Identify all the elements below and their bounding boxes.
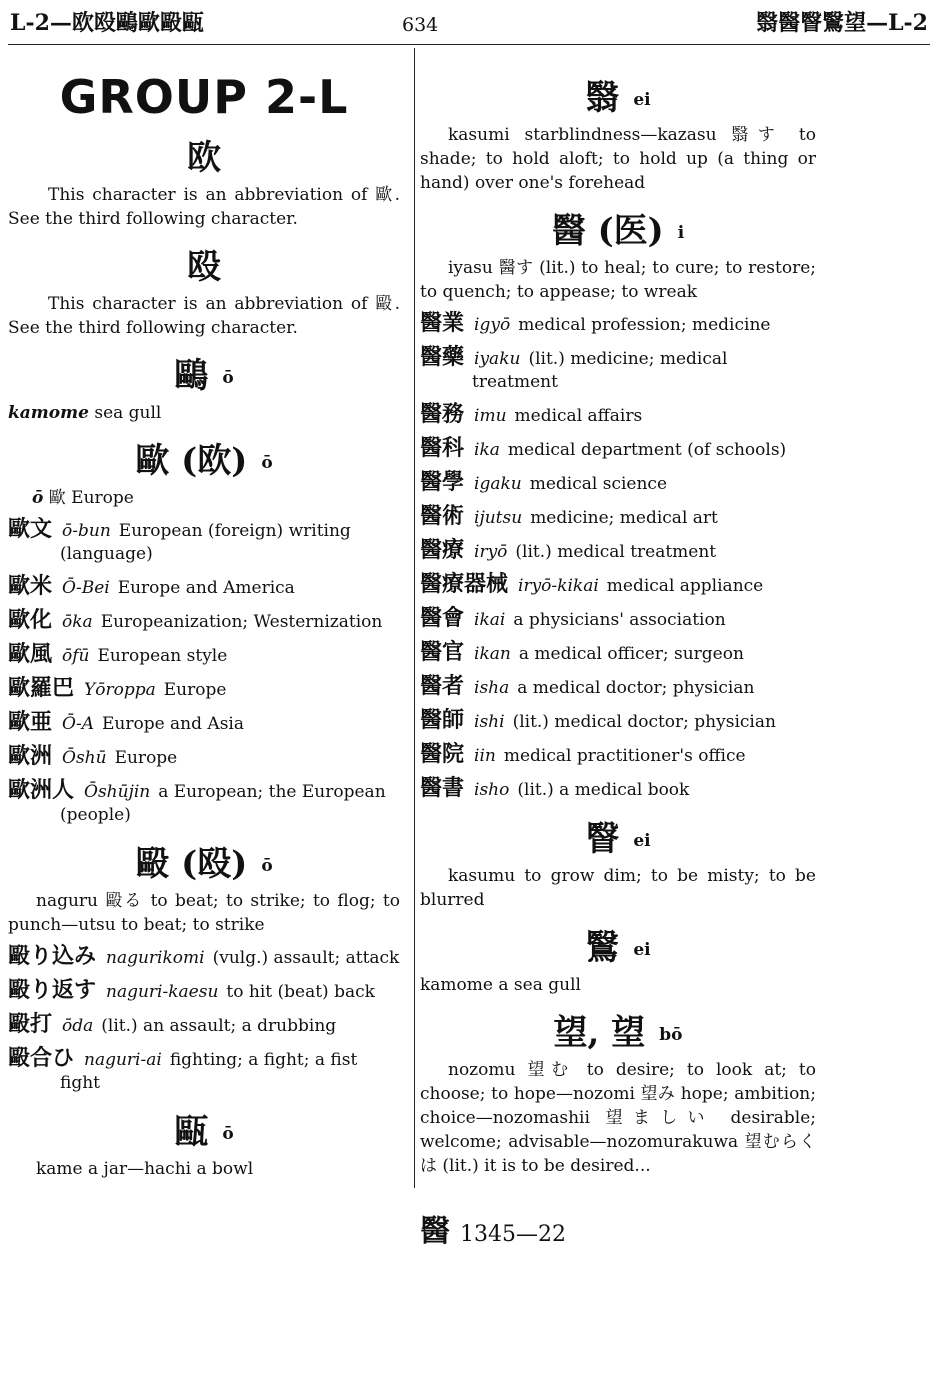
romanization: Yōroppa: [84, 680, 156, 700]
list-item: [8, 575, 400, 600]
kanji: 毆り返す: [8, 977, 97, 1003]
headword-char: 欧: [187, 138, 221, 178]
definition-text: sea gull: [94, 403, 162, 423]
headword-desire: [420, 1005, 816, 1054]
romanization: ō-bun: [62, 521, 111, 541]
headword-char: 瞖: [585, 819, 620, 859]
kanji: 醫藥: [420, 344, 465, 370]
definition-text: a medical doctor; physician: [517, 678, 755, 698]
romanization: iyaku: [474, 349, 521, 369]
list-item: [8, 945, 400, 970]
definition-text: Europe and America: [117, 578, 295, 598]
list-item: [420, 505, 816, 530]
romanization: Ō-Bei: [62, 578, 110, 598]
headword-reading: ō: [222, 368, 234, 388]
list-item: [420, 346, 816, 394]
list-item: [420, 539, 816, 564]
romanization: ōka: [62, 612, 93, 632]
headword-text: This character is an abbreviation of 歐. See the third following character.: [8, 185, 400, 229]
right-column: [420, 64, 816, 1250]
romanization: ō: [32, 488, 44, 508]
headword-medicine: [420, 203, 816, 252]
list-item: [8, 643, 400, 668]
definition-text: (vulg.) assault; attack: [212, 948, 400, 968]
kanji: 歐米: [8, 573, 53, 599]
list-item: [420, 607, 816, 632]
kanji: 歐洲人: [8, 777, 75, 803]
header-rule: [8, 44, 930, 45]
kanji: 醫務: [420, 401, 465, 427]
definition-text: Europe: [163, 680, 227, 700]
headword-europe: [8, 433, 400, 482]
definition-text: medical department (of schools): [507, 440, 787, 460]
romanization: igyō: [474, 315, 511, 335]
list-item: [8, 1013, 400, 1038]
romanization: Ō-A: [62, 714, 94, 734]
definition-text: (lit.) medicine; medical treatment: [472, 349, 728, 392]
kanji: 醫科: [420, 435, 465, 461]
definition: [8, 486, 400, 510]
kanji: 歐化: [8, 607, 53, 633]
kanji: 歐羅巴: [8, 675, 75, 701]
definition-text: a European; the European (people): [60, 782, 386, 825]
definition-text: European style: [97, 646, 228, 666]
header-right-range: 翳醫瞖鷖望—L-2: [756, 10, 928, 36]
list-item: [420, 641, 816, 666]
definition-text: (lit.) an assault; a drubbing: [101, 1016, 337, 1036]
romanization: naguri-kaesu: [106, 982, 219, 1002]
left-column: [8, 64, 400, 1189]
list-item: [8, 1047, 400, 1095]
cross-reference: [420, 1206, 816, 1250]
kanji: 毆合ひ: [8, 1045, 75, 1071]
definition-text: (lit.) a medical book: [517, 780, 690, 800]
headword-reading: ō: [261, 856, 273, 876]
list-item: [420, 471, 816, 496]
page-number: 634: [402, 14, 439, 36]
group-title: GROUP 2-L: [59, 70, 349, 124]
romanization: Ōshū: [62, 748, 107, 768]
kanji: 歐: [48, 488, 66, 508]
definition-text: medical practitioner's office: [503, 746, 746, 766]
headword-char: 醫 (医): [551, 211, 664, 251]
headword-shade: [420, 70, 816, 119]
kanji: 醫書: [420, 775, 465, 801]
definition-text: medical affairs: [514, 406, 643, 426]
headword-beat: [8, 836, 400, 885]
kanji: 毆り込み: [8, 943, 97, 969]
headword-reading: ei: [633, 940, 651, 960]
reference-number: 1345—22: [460, 1222, 566, 1247]
definition: iyasu 醫す (lit.) to heal; to cure; to restore; to quench; to appease; to wreak: [420, 258, 816, 302]
kanji: 醫者: [420, 673, 465, 699]
compound-list: [8, 945, 400, 1095]
definition-text: medical science: [529, 474, 668, 494]
romanization: ishi: [474, 712, 505, 732]
list-item: [420, 312, 816, 337]
headword-char: 甌: [174, 1112, 209, 1152]
headword-char: 殴: [187, 247, 221, 287]
headword-char: 鷖: [585, 928, 620, 968]
definition-text: European (foreign) writing (language): [60, 521, 351, 564]
definition-text: Europe: [114, 748, 178, 768]
romanization: ikai: [474, 610, 506, 630]
definition-text: Europe and Asia: [101, 714, 244, 734]
definition-text: (lit.) medical treatment: [515, 542, 717, 562]
headword-char: 翳: [585, 78, 620, 118]
romanization: imu: [474, 406, 507, 426]
headword-reading: ō: [261, 453, 273, 473]
romanization: iin: [474, 746, 496, 766]
list-item: [420, 777, 816, 802]
romanization: nagurikomi: [106, 948, 205, 968]
romanization: iryō-kikai: [518, 576, 599, 596]
compound-list: [8, 518, 400, 827]
kanji: 醫官: [420, 639, 465, 665]
romanization: ika: [474, 440, 500, 460]
definition-text: Europeanization; Westernization: [100, 612, 383, 632]
list-item: [8, 779, 400, 827]
headword-text: This character is an abbreviation of 毆. See the third following character.: [8, 294, 400, 338]
definition: [8, 401, 400, 425]
list-item: [8, 745, 400, 770]
romanization: naguri-ai: [84, 1050, 162, 1070]
romanization: isho: [474, 780, 510, 800]
list-item: [8, 518, 400, 566]
kanji: 醫師: [420, 707, 465, 733]
headword-reading: i: [677, 223, 685, 243]
headword-reading: ei: [633, 90, 651, 110]
compound-list: [420, 312, 816, 802]
definition-text: medicine; medical art: [530, 508, 718, 528]
list-item: [420, 709, 816, 734]
kanji: 毆打: [8, 1011, 53, 1037]
list-item: [420, 437, 816, 462]
definition: naguru 毆る to beat; to strike; to flog; to punch—utsu to beat; to strike: [8, 891, 400, 935]
definition-text: Europe: [71, 488, 134, 508]
headword-ou-beat-abbr: [8, 239, 400, 288]
definition-text: to hit (beat) back: [226, 982, 375, 1002]
definition-text: a medical officer; surgeon: [518, 644, 744, 664]
romanization: isha: [474, 678, 510, 698]
headword-dim: [420, 811, 816, 860]
kanji: 醫術: [420, 503, 465, 529]
romanization: iryō: [474, 542, 508, 562]
kanji: 歐風: [8, 641, 53, 667]
definition-text: (lit.) medical doctor; physician: [512, 712, 776, 732]
headword-char: 鷗: [174, 356, 209, 396]
list-item: [420, 675, 816, 700]
headword-char: 毆 (殴): [135, 844, 248, 884]
definition-text: medical profession; medicine: [518, 315, 771, 335]
headword-jar: [8, 1104, 400, 1153]
headword-reading: bō: [659, 1025, 683, 1045]
definition: nozomu 望む to desire; to look at; to choose; to hope—nozomi 望み hope; ambition; choice—nozomashii 望ましい desirable; welcome; advisable—nozomurakuwa 望むらくは (lit.) it is to be desired...: [420, 1060, 816, 1176]
header-left-range: L-2—欧殴鷗歐毆甌: [10, 10, 204, 36]
romanization: igaku: [474, 474, 522, 494]
list-item: [8, 609, 400, 634]
list-item: [420, 573, 816, 598]
headword-sea-gull: [420, 920, 816, 969]
definition: kamome a sea gull: [420, 975, 581, 995]
headword-char: 歐 (欧): [135, 441, 248, 481]
list-item: [8, 711, 400, 736]
headword-char: 望, 望: [553, 1013, 646, 1053]
kanji: 醫業: [420, 310, 465, 336]
headword-reading: ō: [222, 1124, 234, 1144]
headword-reading: ei: [633, 831, 651, 851]
definition: kasumu to grow dim; to be misty; to be blurred: [420, 866, 816, 910]
kanji: 歐洲: [8, 743, 53, 769]
romanization: Ōshūjin: [84, 782, 151, 802]
list-item: [420, 743, 816, 768]
column-divider: [414, 48, 415, 1188]
definition-text: fighting; a fight; a fist fight: [60, 1050, 358, 1093]
headword-gull: [8, 348, 400, 397]
definition-text: medical appliance: [606, 576, 764, 596]
romanization: ijutsu: [474, 508, 523, 528]
definition: kasumi starblindness—kazasu 翳す to shade; to hold aloft; to hold up (a thing or hand) over one's forehead: [420, 125, 816, 193]
kanji: 醫院: [420, 741, 465, 767]
kanji: 醫學: [420, 469, 465, 495]
kanji: 醫會: [420, 605, 465, 631]
romanization: kamome: [8, 403, 89, 423]
kanji: 醫療: [420, 537, 465, 563]
kanji: 歐亜: [8, 709, 53, 735]
romanization: ikan: [474, 644, 511, 664]
kanji: 醫療器械: [420, 571, 509, 597]
kanji: 醫: [420, 1214, 450, 1249]
list-item: [420, 403, 816, 428]
list-item: [8, 677, 400, 702]
definition-text: a physicians' association: [513, 610, 726, 630]
romanization: ōda: [62, 1016, 94, 1036]
romanization: ōfū: [62, 646, 90, 666]
headword-ou-abbr: [8, 130, 400, 179]
definition: kame a jar—hachi a bowl: [36, 1159, 254, 1179]
kanji: 歐文: [8, 516, 53, 542]
list-item: [8, 979, 400, 1004]
